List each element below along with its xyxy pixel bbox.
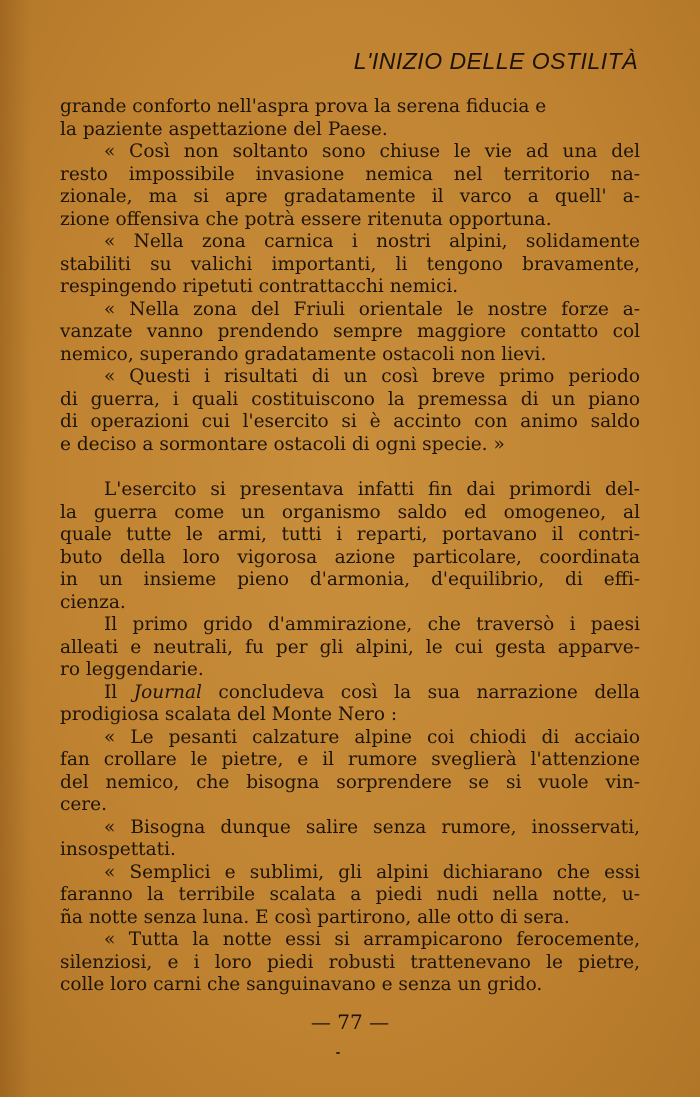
- text-line: del nemico, che bisogna sorprendere se si vuole vin-: [60, 771, 640, 793]
- body-text: [60, 96, 640, 997]
- text-line: colle loro carni che sanguinavano e senza un grido.: [60, 974, 543, 995]
- text-line: resto impossibile invasione nemica nel territorio na-: [60, 163, 640, 185]
- text-line: nemico, superando gradatamente ostacoli non lievi.: [60, 343, 547, 365]
- text-line: « Le pesanti calzature alpine coi chiodi di acciaio: [104, 726, 640, 748]
- text-line: « Questi i risultati di un così breve primo periodo: [104, 366, 640, 387]
- text-line: buto della loro vigorosa azione particolare, coordinata: [60, 546, 640, 568]
- text-line: vanzate vanno prendendo sempre maggiore contatto col: [60, 321, 640, 342]
- text-line: Il primo grido d'ammirazione, che traversò i paesi: [104, 614, 640, 635]
- text-line: cere.: [60, 794, 107, 815]
- text-line: la guerra come un organismo saldo ed omogeneo, al: [60, 501, 640, 523]
- page-number: — 77 —: [310, 1010, 390, 1034]
- text-line: « Così non soltanto sono chiuse le vie ad una del: [104, 141, 640, 162]
- text-line: Il Journal concludeva così la sua narrazione della: [104, 681, 640, 703]
- text-line: ña notte senza luna. E così partirono, alle otto di sera.: [60, 906, 570, 928]
- text-line: in un insieme pieno d'armonia, d'equilibrio, di effi-: [60, 569, 640, 590]
- journal-title: Journal: [133, 681, 202, 703]
- text-line: insospettati.: [60, 839, 176, 860]
- paragraph-gap: [60, 456, 640, 479]
- text-line: grande conforto nell'aspra prova la serena fiducia e: [60, 96, 547, 117]
- text-line: « Semplici e sublimi, gli alpini dichiarano che essi: [104, 861, 640, 883]
- text-line: « Tutta la notte essi si arrampicarono ferocemente,: [104, 929, 640, 950]
- running-head: L'INIZIO DELLE OSTILITÀ: [353, 48, 638, 74]
- text-line: la paziente aspettazione del Paese.: [60, 118, 388, 140]
- text-line: e deciso a sormontare ostacoli di ogni specie. »: [60, 433, 505, 455]
- text-line: ro leggendarie.: [60, 659, 204, 680]
- text-line: di guerra, i quali costituiscono la premessa di un piano: [60, 388, 640, 410]
- text-line: stabiliti su valichi importanti, li tengono bravamente,: [60, 253, 640, 275]
- text-line: « Nella zona carnica i nostri alpini, solidamente: [104, 231, 640, 252]
- text-line: zione offensiva che potrà essere ritenuta opportuna.: [60, 208, 552, 230]
- text-line: « Nella zona del Friuli orientale le nostre forze a-: [104, 298, 640, 320]
- text-line: fan crollare le pietre, e il rumore sveglierà l'attenzione: [60, 749, 640, 770]
- text-line: alleati e neutrali, fu per gli alpini, le cui gesta apparve-: [60, 636, 640, 658]
- text-line: prodigiosa scalata del Monte Nero :: [60, 704, 398, 725]
- text-line: quale tutte le armi, tutti i reparti, portavano il contri-: [60, 524, 640, 545]
- text-line: zionale, ma si apre gradatamente il varco a quell' a-: [60, 186, 640, 207]
- text-line: cienza.: [60, 591, 126, 613]
- text-line: respingendo ripetuti contrattacchi nemici.: [60, 276, 459, 297]
- text-line: faranno la terribile scalata a piedi nudi nella notte, u-: [60, 884, 640, 905]
- text-line: silenziosi, e i loro piedi robusti trattenevano le pietre,: [60, 951, 640, 973]
- text-line: « Bisogna dunque salire senza rumore, inosservati,: [104, 816, 640, 838]
- print-speck: [336, 1052, 340, 1054]
- text-line: di operazioni cui l'esercito si è accinto con animo saldo: [60, 411, 640, 432]
- text-line: L'esercito si presentava infatti fin dai primordi del-: [104, 479, 640, 500]
